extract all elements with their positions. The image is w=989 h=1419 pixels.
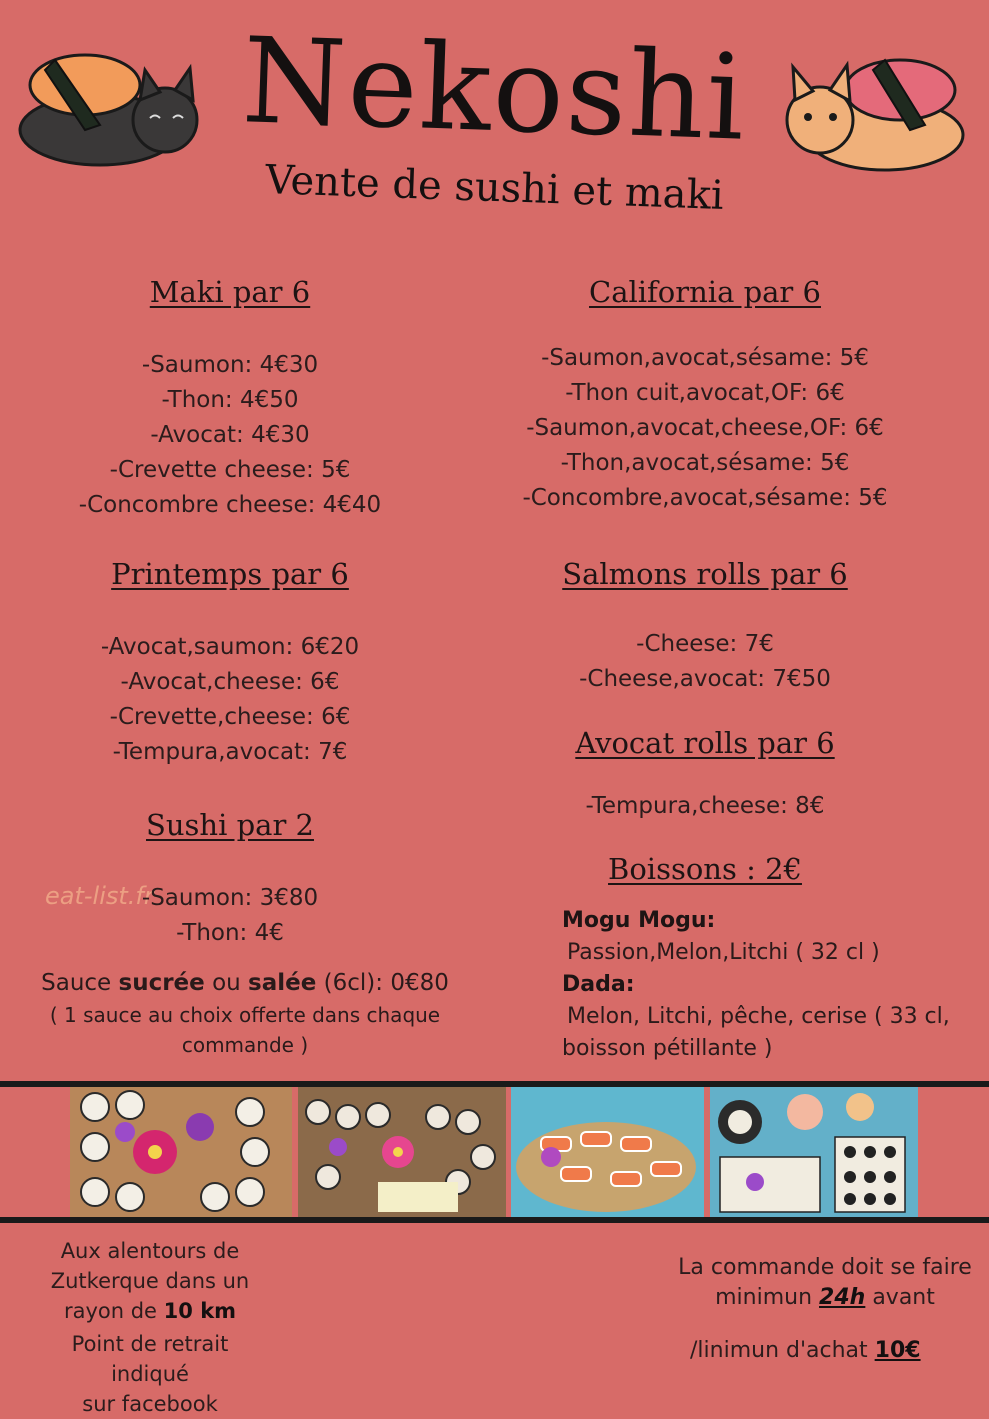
section-title-sushi: Sushi par 2 <box>146 808 314 842</box>
drink-dada-name: Dada: <box>562 972 635 997</box>
page-subtitle: Vente de sushi et maki <box>264 157 725 219</box>
list-item: -Crevette cheese: 5€ <box>109 457 351 483</box>
list-item: -Thon,avocat,sésame: 5€ <box>560 450 850 476</box>
list-maki <box>20 348 440 523</box>
list-item: -Thon: 4€ <box>176 920 284 946</box>
sauce-line: Sauce sucrée ou salée (6cl): 0€80 <box>41 970 449 996</box>
list-item: -Concombre,avocat,sésame: 5€ <box>522 485 888 511</box>
list-item: -Saumon: 3€80 <box>141 885 319 911</box>
list-item: -Concombre cheese: 4€40 <box>78 492 382 518</box>
watermark: eat-list.fr <box>45 882 154 910</box>
drink-dada-flavors-2: boisson pétillante ) <box>562 1036 773 1061</box>
delivery-area: Aux alentours de Zutkerque dans un rayon de 10 km <box>50 1239 250 1323</box>
list-item: -Tempura,cheese: 8€ <box>585 793 825 819</box>
section-title-maki: Maki par 6 <box>149 275 311 309</box>
sushi-photo-3 <box>511 1087 704 1217</box>
order-delay: La commande doit se faire minimun 24h avant <box>678 1255 972 1310</box>
drink-dada-flavors: Melon, Litchi, pêche, cerise ( 33 cl, <box>567 1004 950 1029</box>
list-item: -Saumon,avocat,cheese,OF: 6€ <box>526 415 884 441</box>
sushi-photo-2 <box>298 1087 506 1217</box>
list-salmons <box>495 627 915 697</box>
list-printemps <box>20 630 440 770</box>
drink-mogu-name: Mogu Mogu: <box>562 908 716 933</box>
minimum-purchase: /linimun d'achat 10€ <box>690 1338 921 1363</box>
list-item: -Tempura,avocat: 7€ <box>112 739 348 765</box>
sauce-note: ( 1 sauce au choix offerte dans chaque commande ) <box>49 1003 441 1057</box>
list-item: -Avocat,cheese: 6€ <box>120 669 340 695</box>
list-item: -Avocat,saumon: 6€20 <box>100 634 360 660</box>
list-avocat <box>495 789 915 824</box>
page-title: Nekoshi <box>240 11 749 167</box>
drinks-list <box>562 905 962 1065</box>
list-item: -Crevette,cheese: 6€ <box>109 704 351 730</box>
list-item: -Thon: 4€50 <box>161 387 299 413</box>
section-title-salmons: Salmons rolls par 6 <box>562 557 848 591</box>
sushi-photo-4 <box>710 1087 918 1217</box>
list-item: -Cheese,avocat: 7€50 <box>579 666 831 692</box>
drink-mogu-flavors: Passion,Melon,Litchi ( 32 cl ) <box>567 940 880 965</box>
list-sushi <box>20 881 440 951</box>
list-item: -Thon cuit,avocat,OF: 6€ <box>565 380 845 406</box>
list-california <box>495 341 915 516</box>
section-title-boissons: Boissons : 2€ <box>608 852 802 886</box>
section-title-printemps: Printemps par 6 <box>111 557 349 591</box>
list-item: -Saumon,avocat,sésame: 5€ <box>541 345 869 371</box>
pickup-info: Point de retrait indiqué sur facebook <box>71 1332 229 1416</box>
sushi-photo-1 <box>70 1087 292 1217</box>
section-title-california: California par 6 <box>589 275 821 309</box>
list-item: -Saumon: 4€30 <box>141 352 319 378</box>
section-title-avocat: Avocat rolls par 6 <box>575 726 835 760</box>
list-item: -Cheese: 7€ <box>636 631 774 657</box>
list-item: -Avocat: 4€30 <box>150 422 310 448</box>
